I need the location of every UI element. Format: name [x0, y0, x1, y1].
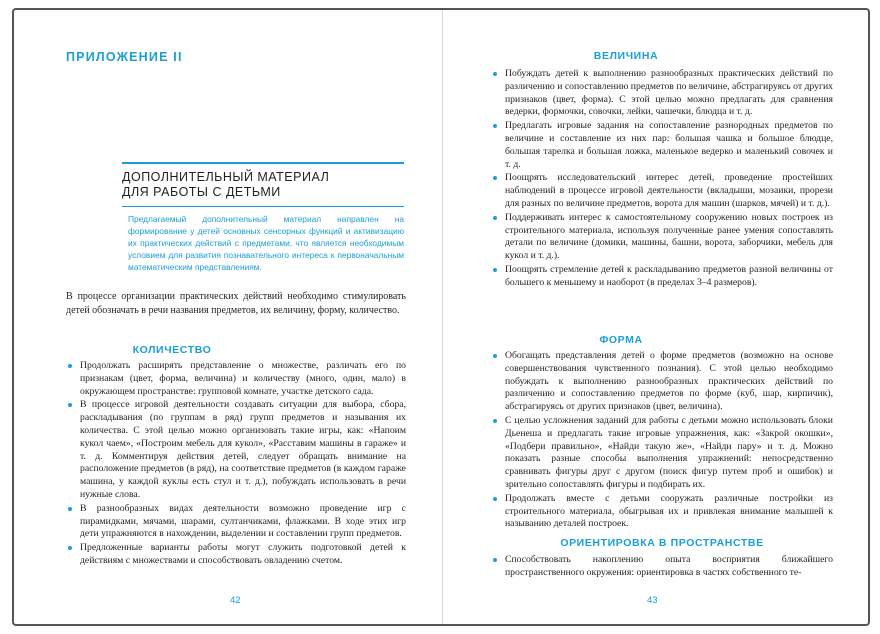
heading-quantity: КОЛИЧЕСТВО: [132, 344, 212, 356]
bullet-icon: [493, 497, 497, 501]
appendix-title: ПРИЛОЖЕНИЕ II: [66, 50, 183, 64]
bullet-icon: [493, 558, 497, 562]
box-title-rule: [122, 206, 404, 207]
book-spread: [12, 8, 870, 626]
heading-shape: ФОРМА: [599, 334, 643, 346]
bullet-icon: [493, 419, 497, 423]
supplementary-box: [122, 162, 404, 273]
list-item: Поощрять исследовательский интерес детей, проведение простейших наблюдений в процессе игровой деятельности (вкладыши, мозаики, прорези для разных по величине предметов, ворота для машин (шарков, мячей) и т. д.).: [491, 172, 833, 210]
box-top-rule: [122, 162, 404, 164]
bullet-icon: [493, 354, 497, 358]
bullet-icon: [68, 546, 72, 550]
list-item: Поощрять стремление детей к раскладыванию предметов разной величины от большего к меньшему и наоборот (в пределах 3–4 размеров).: [491, 264, 833, 290]
heading-size: ВЕЛИЧИНА: [593, 50, 659, 62]
box-lead-text: Предлагаемый дополнительный материал направлен на формирование у детей основных сенсорных функций и активизацию их практических действий с предметами, что является необходимым условием для развития познавательного интереса к первоначальным математическим представлениям.: [128, 213, 404, 272]
intro-paragraph: В процессе организации практических действий необходимо стимулировать детей обозначать в речи названия предметов, их величину, форму, количество.: [66, 291, 406, 316]
left-page: [14, 10, 442, 624]
quantity-list: [66, 360, 406, 569]
list-item: Продолжать расширять представление о множестве, различать его по признакам (цвет, форма, величина) и количеству (много, один, мало) в окружающем пространстве: групповой комнате, участке детского сада.: [66, 360, 406, 398]
bullet-icon: [493, 268, 497, 272]
bullet-icon: [493, 176, 497, 180]
size-list: [491, 68, 833, 291]
list-item: Поддерживать интерес к самостоятельному сооружению новых построек из строительного материала, используя полученные ранее умения сопоставлять детали по величине (домики, машины, башни, ворота, заборчики, мебель для кукол и т. д.).: [491, 212, 833, 263]
right-page: [443, 10, 870, 624]
list-item: С целью усложнения заданий для работы с детьми можно использовать блоки Дьенеша и предлагать такие игровые упражнения, как: «Закрой окошки», «Подбери правильно», «Найди такую же», «Найди пару» и т. д. Можно показать разные способы выполнения упражнений: непосредственно сравнивать фигуры друг с другом (поиск фигур путем проб и ошибок) и зрительно сопоставлять фигуры и подбирать их.: [491, 415, 833, 492]
list-item: Способствовать накоплению опыта восприятия ближайшего пространственного окружения: ориентировка в частях собственного те-: [491, 554, 833, 580]
space-list: [491, 554, 833, 581]
bullet-icon: [68, 507, 72, 511]
bullet-icon: [68, 403, 72, 407]
page-number-left: 42: [230, 595, 241, 606]
list-item: Обогащать представления детей о форме предметов (возможно на основе совершенствования чувственного познания). С этой целью необходимо побуждать к выполнению разнообразных практических действий по различению и сопоставлению предметов по форме (куб, шар, кирпичик), абстрагируясь от других признаков (цвет, величина).: [491, 350, 833, 414]
list-item: Предлагать игровые задания на сопоставление разнородных предметов по величине и составление из них пар: большая чашка и большое блюдце, большая тарелка и большая ложка, маленькое ведерко и маленький совочек и т. д.: [491, 120, 833, 171]
list-item: Продолжать вместе с детьми сооружать различные постройки из строительного материала, обыгрывая их и привлекая внимание малышей к называнию деталей построек.: [491, 493, 833, 531]
bullet-icon: [493, 72, 497, 76]
page-number-right: 43: [647, 595, 658, 606]
box-title: ДОПОЛНИТЕЛЬНЫЙ МАТЕРИАЛ ДЛЯ РАБОТЫ С ДЕТЬМИ: [122, 169, 330, 199]
bullet-icon: [493, 216, 497, 220]
list-item: Побуждать детей к выполнению разнообразных практических действий по различению и сопоставлению предметов по величине, абстрагируясь от других признаков (цвет, форма). С этой целью можно предлагать для сравнения ведерки, формочки, совочки, лейки, чашечки, блюдца и т. д.: [491, 68, 833, 119]
list-item: В разнообразных видах деятельности возможно проведение игр с пирамидками, мячами, шарами, султанчиками, флажками. В ходе этих игр дети упражняются в нахождении, выделении и составлении групп предметов.: [66, 503, 406, 541]
list-item: В процессе игровой деятельности создавать ситуации для выбора, сбора, раскладывания (по группам в ряд) групп предметов и называния их количества. С этой целью можно организовать такие игры, как: «Напоим кукол чаем», «Построим мебель для кукол», «Расставим машины в гараже» и т. д. Комментируя действия детей, следует обращать внимание на расположение предметов (в ряд), на соответствие предметов (в каждом гараже машина, у каждой куклы есть стул и т. д.), побуждать использовать в речи нужные слова.: [66, 399, 406, 501]
bullet-icon: [68, 364, 72, 368]
heading-space: ОРИЕНТИРОВКА В ПРОСТРАНСТВЕ: [560, 537, 764, 549]
bullet-icon: [493, 124, 497, 128]
shape-list: [491, 350, 833, 532]
list-item: Предложенные варианты работы могут служить подготовкой детей к действиям с множествами и способствовать овладению счетом.: [66, 542, 406, 568]
